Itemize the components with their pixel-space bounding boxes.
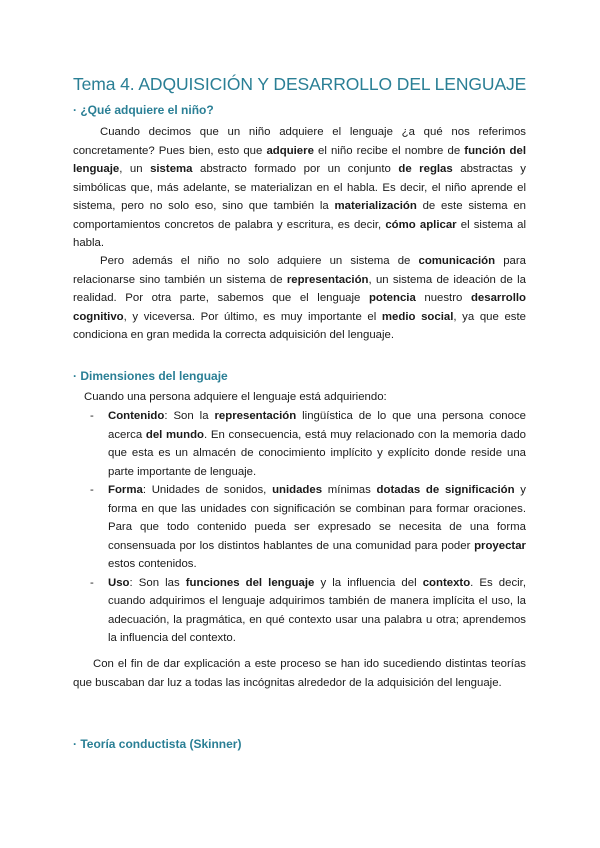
paragraph-1: Cuando decimos que un niño adquiere el lenguaje ¿a qué nos referimos concretamente? Pues bien, esto que adquiere el niño recibe el nombre de función del lenguaje, un sistema abstracto formado por un conjunto de reglas abstractas y simbólicas que, más adelante, se materializan en el habla. Es decir, el niño aprende el sistema, pero no solo eso, sino que también la materialización de este sistema en comportamientos concretos de palabra y escritura, es decir, cómo aplicar el sistema al habla. xyxy=(73,126,526,249)
list-item-forma: - Forma: Unidades de sonidos, unidades mínimas dotadas de significación y forma en que las unidades con significación se combinan para formar oraciones. Para que todo contenido pueda ser expresado se necesita de una forma consensuada por los distintos hablantes de una comunidad para poder proyectar estos contenidos. xyxy=(88,481,526,574)
bullet-dash: - xyxy=(90,484,94,496)
paragraph-2: Pero además el niño no solo adquiere un sistema de comunicación para relacionarse sino también un sistema de representación, un sistema de ideación de la realidad. Por otra parte, sabemos que el lenguaje potencia nuestro desarrollo cognitivo, y viceversa. Por último, es muy importante el medio social, ya que este condiciona en gran medida la correcta adquisición del lenguaje. xyxy=(73,255,527,341)
section-heading-teoria-conductista: · Teoría conductista (Skinner) xyxy=(73,737,242,751)
list-item-contenido: - Contenido: Son la representación lingüística de lo que una persona conoce acerca del mundo. En consecuencia, está muy relacionado con la memoria dado que esta es un almacén de conocimiento implícito y explícito donde reside una parte importante de lenguaje. xyxy=(88,407,526,481)
dimensions-intro: Cuando una persona adquiere el lenguaje está adquiriendo: xyxy=(84,391,387,403)
dimensions-list xyxy=(88,407,526,648)
bullet-dash: - xyxy=(90,410,94,422)
section-heading-dimensiones: · Dimensiones del lenguaje xyxy=(73,369,228,383)
list-item-uso: - Uso: Son las funciones del lenguaje y la influencia del contexto. Es decir, cuando adquirimos el lenguaje adquirimos también de manera implícita el uso, la adecuación, la pragmática, en qué contexto usar una palabra u otra; aprendemos la influencia del contexto. xyxy=(88,574,526,648)
paragraph-3: Con el fin de dar explicación a este proceso se han ido sucediendo distintas teorías que buscaban dar luz a todas las incógnitas alrededor de la adquisición del lenguaje. xyxy=(73,658,526,689)
page-title: Tema 4. ADQUISICIÓN Y DESARROLLO DEL LENGUAJE xyxy=(73,74,527,94)
bullet-dash: - xyxy=(90,576,94,589)
section-heading-que-adquiere: · ¿Qué adquiere el niño? xyxy=(73,103,214,117)
